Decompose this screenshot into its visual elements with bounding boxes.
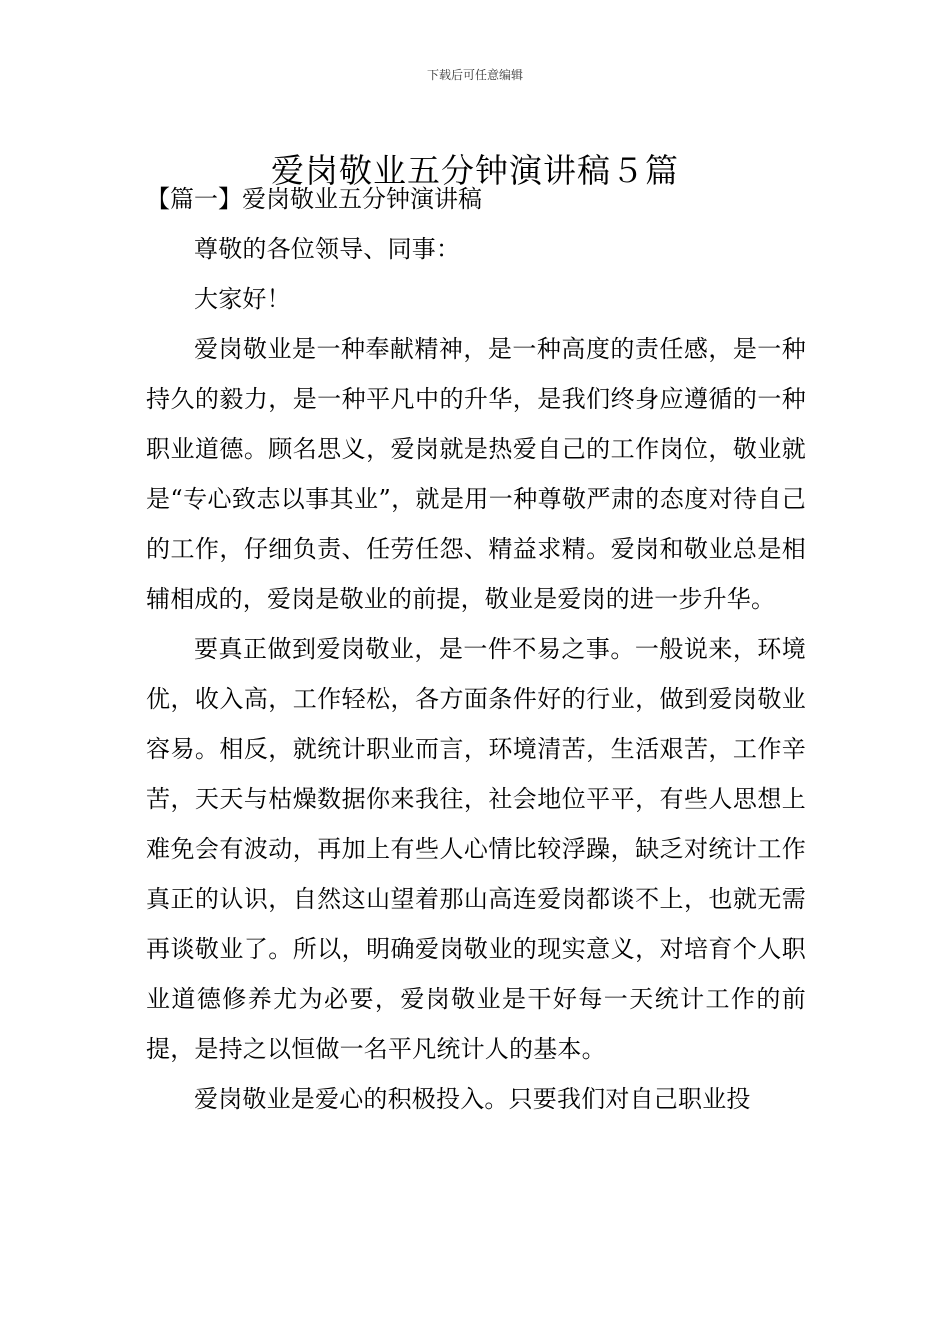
section-heading: 【篇一】爱岗敬业五分钟演讲稿: [146, 185, 482, 213]
salutation: 尊敬的各位领导、同事：: [194, 235, 461, 263]
body-paragraph: 爱岗敬业是一种奉献精神，是一种高度的责任感，是一种持久的毅力，是一种平凡中的升华，是我们终身应遵循的一种职业道德。顾名思义，爱岗就是热爱自己的工作岗位，敬业就是“专心致志以事其业”，就是用一种尊敬严肃的态度对待自己的工作，仔细负责、任劳任怨、精益求精。爱岗和敬业总是相辅相成的，爱岗是敬业的前提，敬业是爱岗的进一步升华。: [146, 335, 806, 613]
document-title: 爱岗敬业五分钟演讲稿５篇: [271, 151, 679, 191]
body-paragraph: 要真正做到爱岗敬业，是一件不易之事。一般说来，环境优，收入高，工作轻松，各方面条件好的行业，做到爱岗敬业容易。相反，就统计职业而言，环境清苦，生活艰苦，工作辛苦，天天与枯燥数据你来我往，社会地位平平，有些人思想上难免会有波动，再加上有些人心情比较浮躁，缺乏对统计工作真正的认识，自然这山望着那山高连爱岗都谈不上，也就无需再谈敬业了。所以，明确爱岗敬业的现实意义，对培育个人职业道德修养尤为必要，爱岗敬业是干好每一天统计工作的前提，是持之以恒做一名平凡统计人的基本。: [146, 635, 806, 1063]
greeting: 大家好！: [194, 285, 291, 313]
document-body: [146, 174, 806, 1124]
page-header-note: 下载后可任意编辑: [426, 68, 523, 82]
body-paragraph: 爱岗敬业是爱心的积极投入。只要我们对自己职业投: [194, 1085, 751, 1113]
